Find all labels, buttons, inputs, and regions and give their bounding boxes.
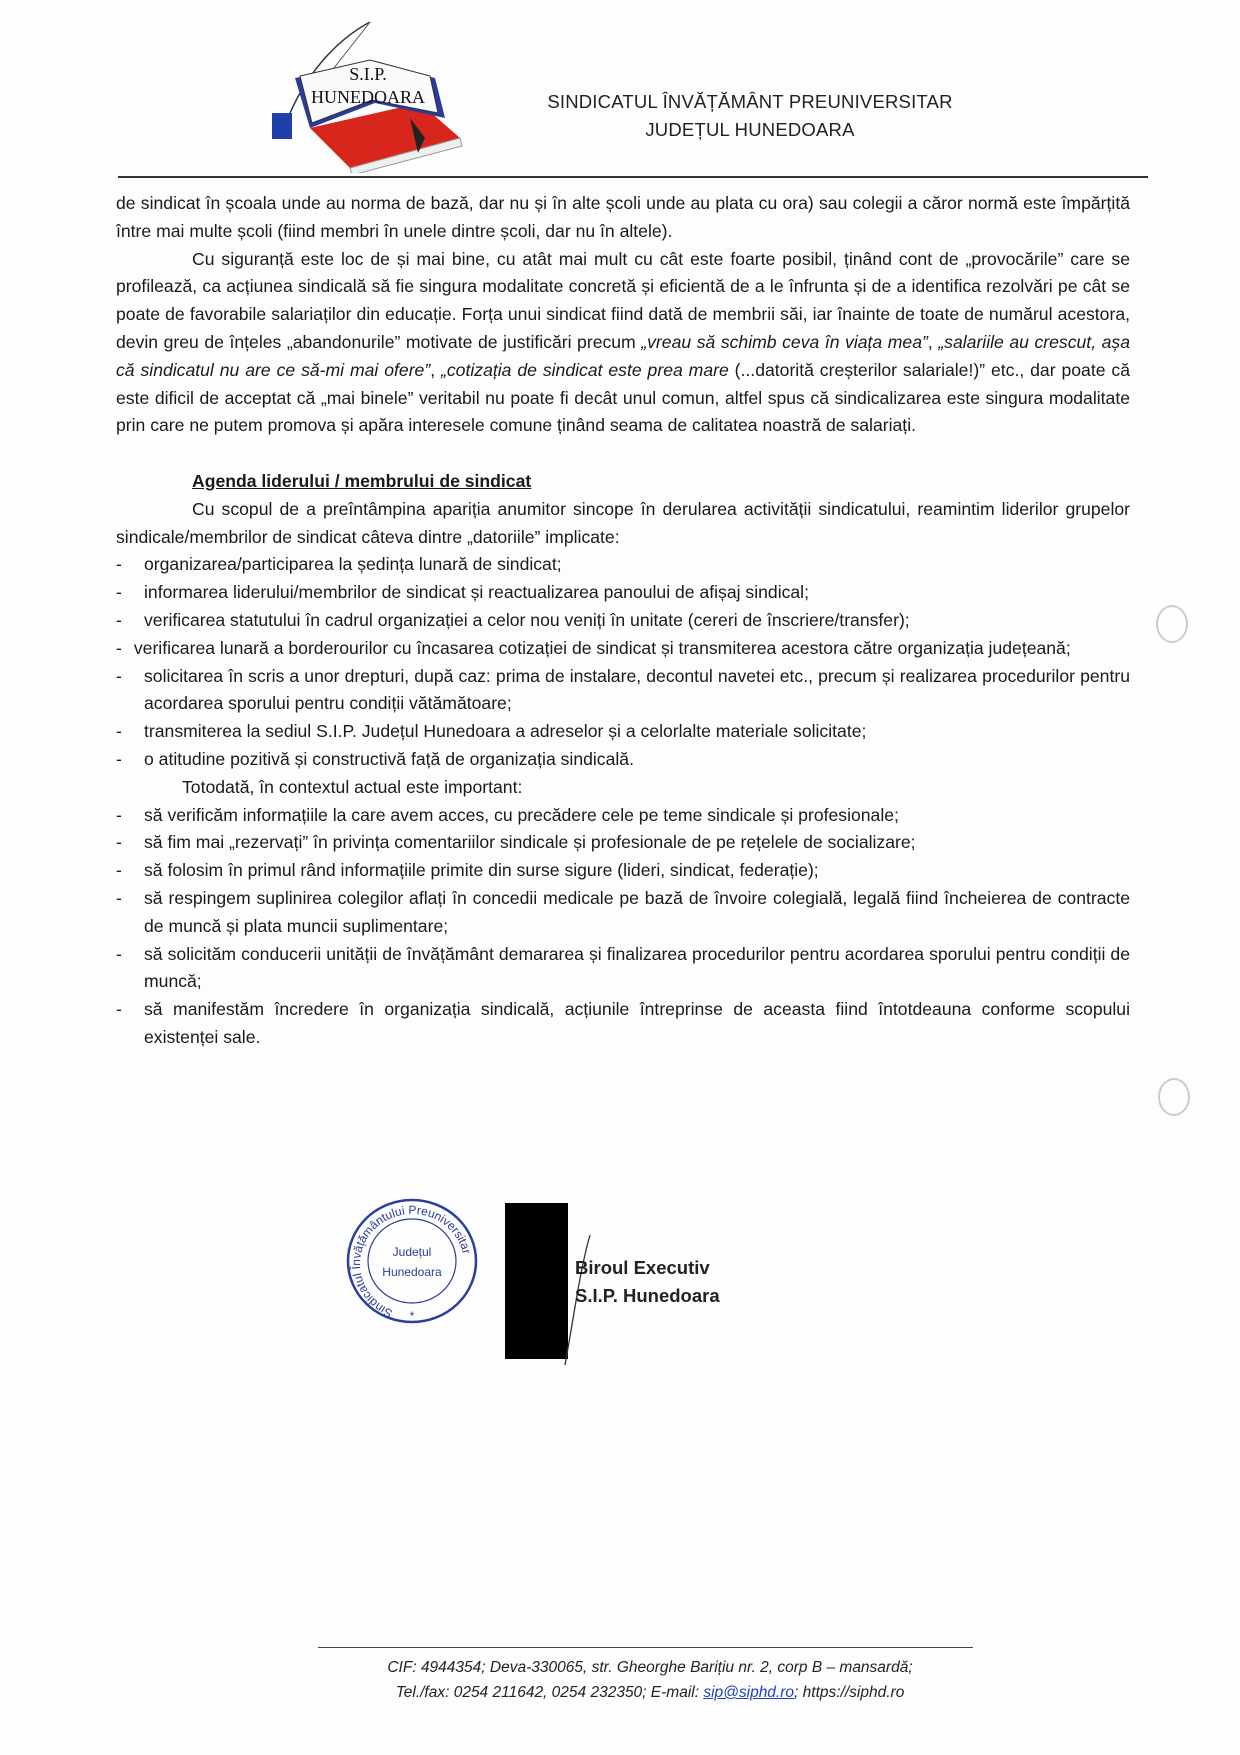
header-divider [118, 176, 1148, 178]
list-item: - să verificăm informațiile la care avem acces, cu precădere cele pe teme sindicale și profesionale; [116, 804, 899, 825]
signatory-line-1: Biroul Executiv [575, 1257, 710, 1278]
recommendations-list [116, 802, 1130, 1052]
svg-text:Județul: Județul [392, 1245, 432, 1259]
svg-text:Hunedoara: Hunedoara [382, 1265, 442, 1279]
duties-list [116, 551, 1130, 773]
list-item: - să respingem suplinirea colegilor aflați în concedii medicale pe bază de învoire colegială, legală fiind încheierea de contracte de muncă și plata muncii suplimentare; [116, 887, 1130, 936]
list-item: - solicitarea în scris a unor drepturi, după caz: prima de instalare, decontul navetei etc., precum și realizarea procedurilor pentru acordarea sporului pentru condiții vătămătoare; [116, 665, 1130, 714]
email-link[interactable]: sip@siphd.ro [703, 1684, 795, 1701]
list-item: - să folosim în primul rând informațiile primite din surse sigure (lideri, sindicat, federație); [116, 860, 819, 881]
svg-text:S.I.P.: S.I.P. [349, 64, 387, 84]
agenda-intro: Cu scopul de a preîntâmpina apariția anumitor sincope în derularea activității sindicatului, reamintim liderilor grupelor sindicale/membrilor de sindicat câteva dintre „datoriile” implicate: [116, 498, 1130, 547]
agenda-intro-2: Totodată, în contextul actual este important: [182, 776, 523, 797]
list-item: - o atitudine pozitivă și constructivă față de organizația sindicală. [116, 748, 634, 769]
list-item: - informarea liderului/membrilor de sindicat și reactualizarea panoului de afișaj sindical; [116, 582, 809, 603]
footer [300, 1655, 1000, 1705]
punch-hole [1156, 605, 1188, 643]
footer-contact: Tel./fax: 0254 211642, 0254 232350; E-mail: sip@siphd.ro; https://siphd.ro [395, 1684, 905, 1701]
paragraph-1: de sindicat în școala unde au norma de bază, dar nu și în alte școli unde au plata cu ora) sau colegii a căror normă este împărțită între mai multe școli (fiind membri în unele dintre școli, dar nu în altele). [116, 193, 1130, 241]
punch-hole [1158, 1078, 1190, 1116]
org-line-1: SINDICATUL ÎNVĂȚĂMÂNT PREUNIVERSITAR [547, 91, 953, 112]
list-item: - transmiterea la sediul S.I.P. Județul Hunedoara a adreselor și a celorlalte materiale solicitate; [116, 721, 867, 742]
signatory-line-2: S.I.P. Hunedoara [575, 1285, 720, 1306]
list-item: - verificarea statutului în cadrul organizației a celor nou veniți în unitate (cereri de înscriere/transfer); [116, 609, 910, 630]
document-body [116, 190, 1130, 1052]
svg-text:*: * [409, 1309, 415, 1323]
footer-divider [318, 1647, 973, 1648]
official-stamp [345, 1196, 480, 1326]
footer-address: CIF: 4944354; Deva-330065, str. Gheorghe Barițiu nr. 2, corp B – mansardă; [387, 1659, 913, 1676]
paragraph-2: Cu siguranță este loc de și mai bine, cu atât mai mult cu cât este foarte posibil, ținând cont de „provocările” care se profilează, ca acțiunea sindicală să fie singura modalitate concretă și eficientă de a le înfrunta și de a identifica rezolvări pe cât se poate de favorabile salariaților din educație. Forța unui sindicat fiind dată de membrii săi, iar înainte de toate de numărul acestora, devin greu de înțeles „abandonurile” motivate de justificări precum „vreau să schimb ceva în viața mea”, „salariile au crescut, așa că sindicatul nu are ce să-mi mai ofere”, „cotizația de sindicat este prea mare (...datorită creșterilor salariale!)” etc., dar poate că este dificil de acceptat că „mai binele” veritabil nu poate fi decât unul comun, altfel spus că sindicalizarea este singura modalitate prin care ne putem promova și apăra interesele comune ținând seama de calitatea noastră de salariați. [116, 248, 1131, 436]
list-item: - să manifestăm încredere în organizația sindicală, acțiunile întreprinse de aceasta fiind întotdeauna conforme scopului existenței sale. [116, 999, 1130, 1047]
svg-text:Sindicatul Învățământului Preu: Sindicatul Învățământului Preuniversitar [348, 1202, 474, 1321]
org-line-2: JUDEȚUL HUNEDOARA [645, 119, 855, 140]
svg-text:HUNEDOARA: HUNEDOARA [311, 87, 425, 107]
list-item: - să solicităm conducerii unității de învățământ demararea și finalizarea procedurilor pentru acordarea sporului pentru condiții de muncă; [116, 943, 1130, 992]
sip-hunedoara-logo [250, 18, 510, 173]
list-item: - organizarea/participarea la ședința lunară de sindicat; [116, 554, 562, 575]
signature-block [575, 1254, 720, 1310]
list-item: - să fim mai „rezervați” în privința comentariilor sindicale și profesionale de pe rețelele de socializare; [116, 832, 916, 853]
redacted-signature [505, 1203, 568, 1359]
organization-name [520, 88, 980, 144]
list-item: - verificarea lunară a borderourilor cu încasarea cotizației de sindicat și transmiterea acestora către organizația județeană; [116, 637, 1071, 658]
agenda-heading: Agenda liderului / membrului de sindicat [192, 470, 532, 491]
